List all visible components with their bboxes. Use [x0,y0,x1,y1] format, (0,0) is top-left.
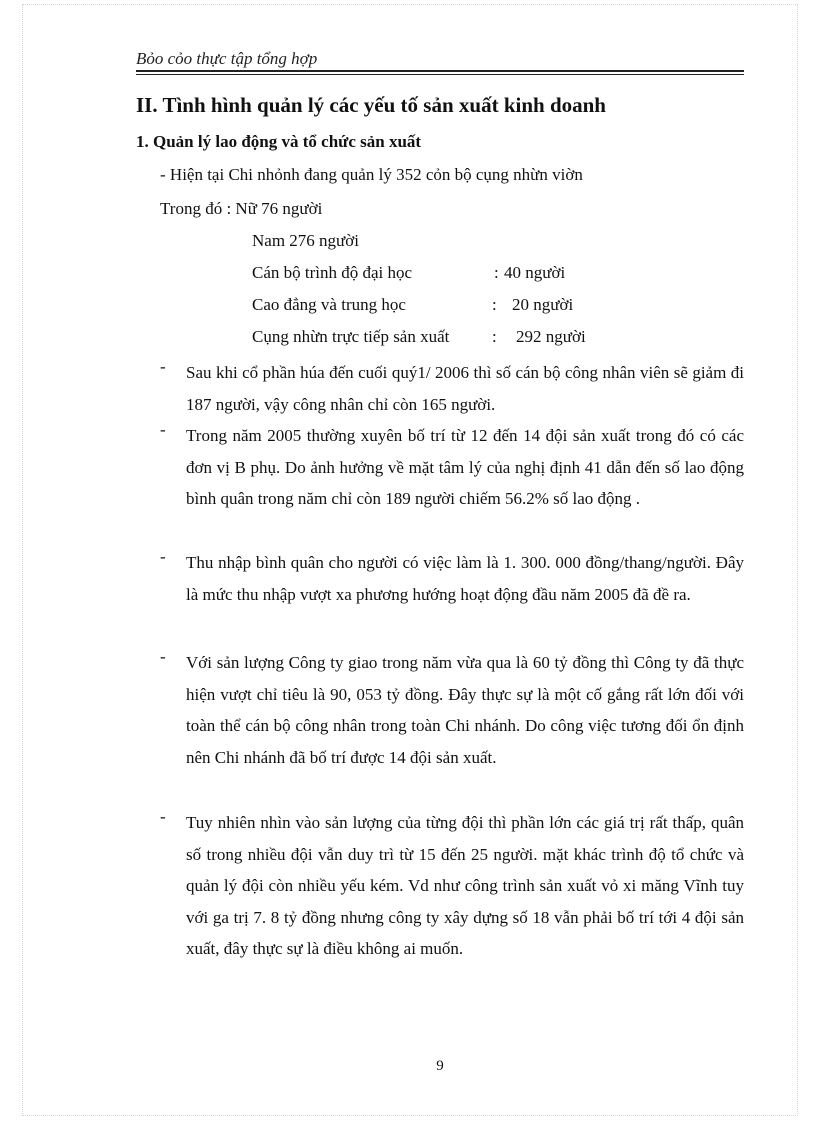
stat-label: Cụng nhừn trực tiếp sản xuất [252,327,450,346]
stat-colon: : [492,295,497,314]
page-number: 9 [436,1058,444,1074]
intro-line: Trong đó : Nữ 76 người [160,199,323,218]
stat-label: Cao đẳng và trung học [252,295,406,314]
list-item [136,807,744,965]
list-item [136,647,744,773]
list-item [136,357,744,420]
bullet-dash: - [160,807,166,826]
bullet-dash: - [160,647,166,666]
bullet-text: Với sản lượng Công ty giao trong năm vừa qua là 60 tỷ đồng thì Công ty đã thực hiện vượt chỉ tiêu là 90, 053 tỷ đồng. Đây thực sự là một cố gắng rất lớn đối với toàn thể cán bộ công nhân trong toàn Chi nhánh. Do công việc tương đối ổn định nên Chi nhánh đã bố trí được 14 đội sản xuất. [186,653,744,767]
stat-value: 20 người [512,295,574,314]
intro-line: Nam 276 người [252,231,359,250]
section-title: II. Tình hình quản lý các yếu tố sản xuất kinh doanh [136,93,606,117]
bullet-text: Trong năm 2005 thường xuyên bố trí từ 12 đến 14 đội sản xuất trong đó có các đơn vị B phụ. Do ảnh hưởng về mặt tâm lý của nghị định 41 dẫn đến số lao động bình quân trong năm chỉ còn 189 người chiếm 56.2% số lao động . [186,426,744,508]
stat-colon: : [494,263,499,282]
header-rule [136,70,744,75]
stat-label: Cán bộ trình độ đại học [252,263,413,282]
stat-value: 40 người [504,263,566,282]
bullet-dash: - [160,547,166,566]
bullet-text: Tuy nhiên nhìn vào sản lượng của từng đội thì phần lớn các giá trị rất thấp, quân số trong nhiều đội vẫn duy trì từ 15 đến 25 người. mặt khác trình độ tổ chức và quản lý đội còn nhiều yếu kém. Vd như công trình sản xuất vỏ xi măng Vĩnh tuy với ga trị 7. 8 tỷ đồng nhưng công ty xây dựng số 18 vẫn phải bố trí tới 4 đội sản xuất, đây thực sự là điều không ai muốn. [186,813,744,958]
bullet-text: Thu nhập bình quân cho người có việc làm là 1. 300. 000 đồng/thang/người. Đây là mức thu nhập vượt xa phương hướng hoạt động đầu năm 2005 đã đề ra. [186,553,744,604]
intro-line: - Hiện tại Chi nhỏnh đang quản lý 352 cỏn bộ cụng nhừn viờn [160,165,583,184]
stat-value: 292 người [516,327,586,346]
subsection-title: 1. Quản lý lao động và tổ chức sản xuất [136,132,422,151]
bullet-dash: - [160,357,166,376]
bullet-text: Sau khi cổ phần húa đến cuối quý1/ 2006 thì số cán bộ công nhân viên sẽ giảm đi 187 người, vậy công nhân chỉ còn 165 người. [186,363,744,414]
list-item [136,420,744,515]
list-item [136,547,744,610]
stat-colon: : [492,327,497,346]
bullet-dash: - [160,420,166,439]
running-header: Bỏo cỏo thực tập tổng hợp [136,49,318,68]
